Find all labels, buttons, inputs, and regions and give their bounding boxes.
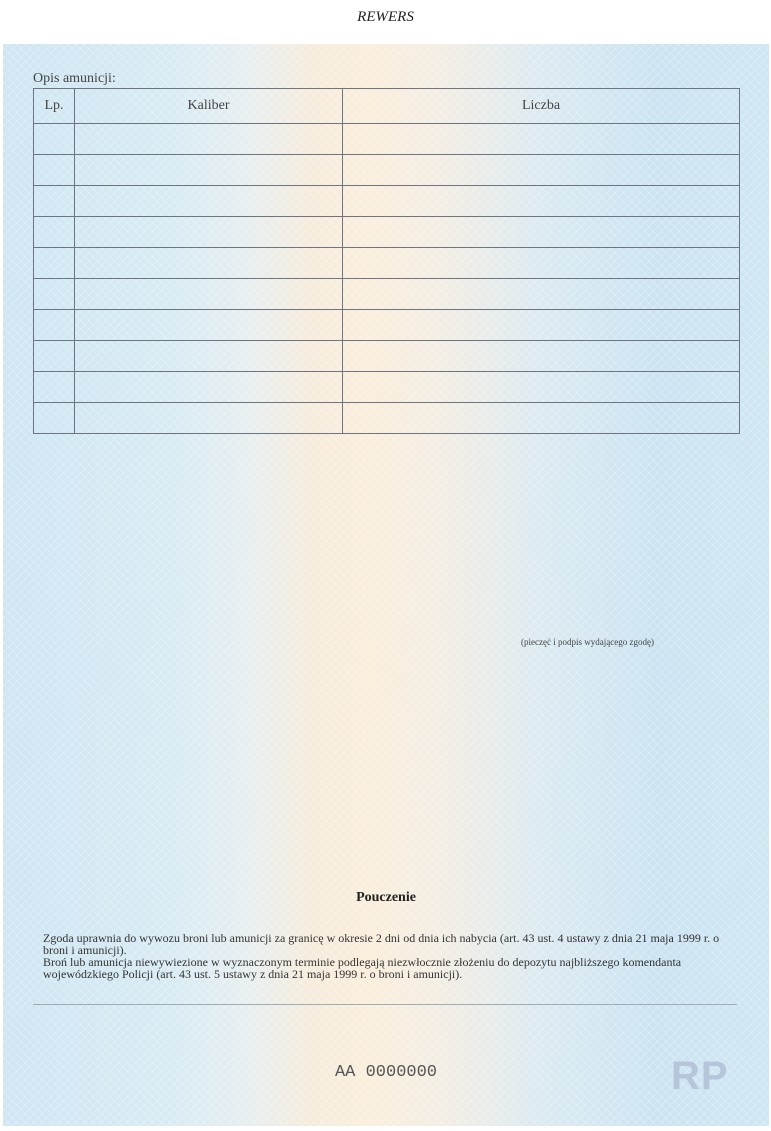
cell-kaliber[interactable] xyxy=(75,403,343,434)
column-header-liczba: Liczba xyxy=(343,89,740,124)
cell-lp[interactable] xyxy=(34,310,75,341)
table-row xyxy=(34,279,740,310)
table-body xyxy=(34,124,740,434)
cell-liczba[interactable] xyxy=(343,403,740,434)
stamp-signature-caption: (pieczęć i podpis wydającego zgodę) xyxy=(521,637,654,647)
table-row xyxy=(34,310,740,341)
cell-liczba[interactable] xyxy=(343,372,740,403)
cell-liczba[interactable] xyxy=(343,341,740,372)
cell-kaliber[interactable] xyxy=(75,186,343,217)
table-header-row xyxy=(34,89,740,124)
cell-kaliber[interactable] xyxy=(75,248,343,279)
cell-lp[interactable] xyxy=(34,372,75,403)
cell-lp[interactable] xyxy=(34,403,75,434)
cell-kaliber[interactable] xyxy=(75,372,343,403)
cell-liczba[interactable] xyxy=(343,279,740,310)
cell-lp[interactable] xyxy=(34,124,75,155)
cell-kaliber[interactable] xyxy=(75,341,343,372)
cell-kaliber[interactable] xyxy=(75,155,343,186)
cell-kaliber[interactable] xyxy=(75,279,343,310)
rp-emblem: RP xyxy=(671,1054,729,1098)
table-row xyxy=(34,372,740,403)
cell-lp[interactable] xyxy=(34,155,75,186)
ammunition-table xyxy=(33,88,740,434)
cell-liczba[interactable] xyxy=(343,248,740,279)
cell-lp[interactable] xyxy=(34,217,75,248)
cell-lp[interactable] xyxy=(34,186,75,217)
cell-liczba[interactable] xyxy=(343,310,740,341)
cell-kaliber[interactable] xyxy=(75,310,343,341)
ammunition-section-label: Opis amunicji: xyxy=(33,71,116,86)
cell-liczba[interactable] xyxy=(343,124,740,155)
page-title: REWERS xyxy=(357,9,414,25)
cell-lp[interactable] xyxy=(34,279,75,310)
cell-lp[interactable] xyxy=(34,248,75,279)
instruction-paragraph-2: Broń lub amunicja niewywiezione w wyznaczonym terminie podlegają niezwłocznie złożeniu do depozytu najbliższego komendanta wojewódzkiego Policji (art. 43 ust. 5 ustawy z dnia 21 maja 1999 r. o broni i amunicji). xyxy=(43,955,682,981)
cell-kaliber[interactable] xyxy=(75,124,343,155)
instruction-text xyxy=(43,932,743,980)
column-header-lp: Lp. xyxy=(34,89,75,124)
cell-liczba[interactable] xyxy=(343,217,740,248)
cell-liczba[interactable] xyxy=(343,155,740,186)
separator-line xyxy=(33,1004,737,1005)
serial-number: AA 0000000 xyxy=(334,1063,438,1082)
instruction-title: Pouczenie xyxy=(356,890,416,905)
cell-lp[interactable] xyxy=(34,341,75,372)
table-row xyxy=(34,217,740,248)
instruction-paragraph-1: Zgoda uprawnia do wywozu broni lub amunicji za granicę w okresie 2 dni od dnia ich nabycia (art. 43 ust. 4 ustawy z dnia 21 maja 1999 r. o broni i amunicji). xyxy=(43,931,720,957)
table-row xyxy=(34,248,740,279)
column-header-kaliber: Kaliber xyxy=(75,89,343,124)
table-row xyxy=(34,124,740,155)
table-row xyxy=(34,186,740,217)
table-row xyxy=(34,155,740,186)
table-row xyxy=(34,403,740,434)
cell-liczba[interactable] xyxy=(343,186,740,217)
table-row xyxy=(34,341,740,372)
cell-kaliber[interactable] xyxy=(75,217,343,248)
security-paper-sheet xyxy=(3,44,769,1126)
